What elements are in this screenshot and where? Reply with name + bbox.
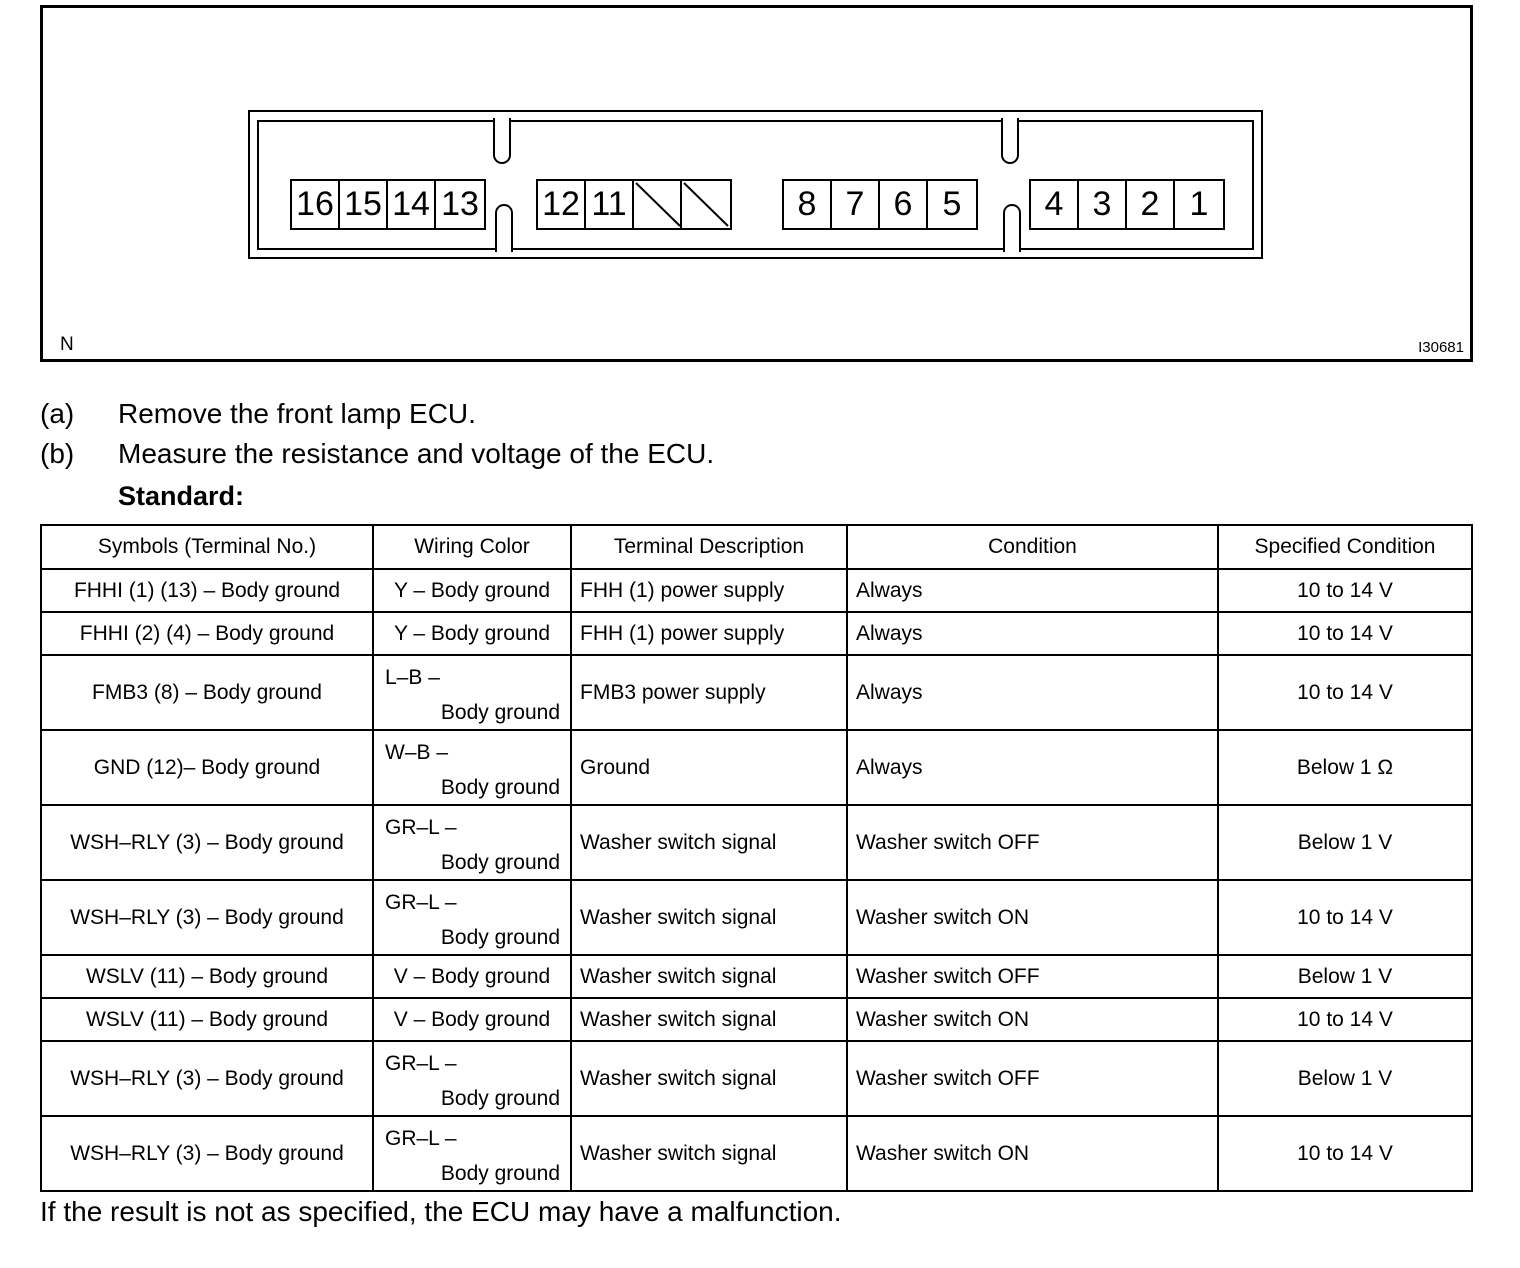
table-row xyxy=(41,998,1472,1041)
cell-wiring-color xyxy=(373,1041,571,1116)
table-row xyxy=(41,805,1472,880)
connector-pin-block xyxy=(782,179,978,230)
cell-wiring-color xyxy=(373,730,571,805)
cell-specified-condition: 10 to 14 V xyxy=(1218,612,1472,655)
table-row xyxy=(41,730,1472,805)
cell-specified-condition: Below 1 Ω xyxy=(1218,730,1472,805)
connector-pin: 3 xyxy=(1079,181,1127,228)
instruction-text: Measure the resistance and voltage of the ECU. xyxy=(118,438,715,469)
cell-condition: Washer switch OFF xyxy=(847,1041,1218,1116)
cell-specified-condition: Below 1 V xyxy=(1218,805,1472,880)
table-row xyxy=(41,1041,1472,1116)
cell-terminal-description: Washer switch signal xyxy=(571,955,847,998)
table-row xyxy=(41,1116,1472,1191)
spec-table xyxy=(40,524,1473,1192)
cell-symbol: WSH–RLY (3) – Body ground xyxy=(41,1116,373,1191)
wire-color-line: Body ground xyxy=(440,851,560,874)
cell-wiring-color: V – Body ground xyxy=(373,955,571,998)
cell-specified-condition: 10 to 14 V xyxy=(1218,655,1472,730)
cell-symbol: WSLV (11) – Body ground xyxy=(41,998,373,1041)
cell-terminal-description: Washer switch signal xyxy=(571,880,847,955)
wire-color-line: GR–L – xyxy=(385,1052,457,1075)
connector-pin: 1 xyxy=(1189,185,1209,223)
wire-color-line: Body ground xyxy=(440,1162,560,1185)
table-row xyxy=(41,880,1472,955)
figure-corner-label: N xyxy=(60,334,74,355)
wire-color-line: L–B – xyxy=(385,666,440,689)
wire-color-line: Body ground xyxy=(440,776,560,799)
cell-condition: Always xyxy=(847,730,1218,805)
cell-terminal-description: FHH (1) power supply xyxy=(571,612,847,655)
cell-specified-condition: Below 1 V xyxy=(1218,955,1472,998)
header-symbols: Symbols (Terminal No.) xyxy=(41,525,373,569)
connector-pin-empty xyxy=(634,181,682,228)
cell-terminal-description: Ground xyxy=(571,730,847,805)
cell-condition: Washer switch ON xyxy=(847,1116,1218,1191)
cell-terminal-description: FHH (1) power supply xyxy=(571,569,847,612)
connector-pin: 16 xyxy=(292,181,340,228)
cell-symbol: WSH–RLY (3) – Body ground xyxy=(41,880,373,955)
cell-specified-condition: 10 to 14 V xyxy=(1218,998,1472,1041)
cell-symbol: FHHI (2) (4) – Body ground xyxy=(41,612,373,655)
cell-condition: Washer switch OFF xyxy=(847,955,1218,998)
table-row xyxy=(41,569,1472,612)
table-header-row xyxy=(41,525,1472,569)
cell-wiring-color xyxy=(373,1116,571,1191)
cell-symbol: FMB3 (8) – Body ground xyxy=(41,655,373,730)
cell-symbol: GND (12)– Body ground xyxy=(41,730,373,805)
cell-specified-condition: 10 to 14 V xyxy=(1218,1116,1472,1191)
wire-color-line: Body ground xyxy=(440,926,560,949)
table-row xyxy=(41,655,1472,730)
connector-pin-empty xyxy=(682,181,730,228)
cell-wiring-color xyxy=(373,880,571,955)
cell-symbol: WSH–RLY (3) – Body ground xyxy=(41,805,373,880)
cell-specified-condition: 10 to 14 V xyxy=(1218,880,1472,955)
table-row xyxy=(41,612,1472,655)
wire-color-line: Body ground xyxy=(440,701,560,724)
cell-condition: Washer switch ON xyxy=(847,998,1218,1041)
connector-figure xyxy=(40,5,1473,362)
wire-color-line: GR–L – xyxy=(385,816,457,839)
cell-specified-condition: 10 to 14 V xyxy=(1218,569,1472,612)
connector-pin: 13 xyxy=(441,185,479,223)
connector-pin: 12 xyxy=(538,181,586,228)
connector-key-notch xyxy=(1001,118,1019,164)
instruction-label: (a) xyxy=(40,398,75,429)
connector-pin: 14 xyxy=(388,181,436,228)
connector-pin-block xyxy=(290,179,486,230)
cell-wiring-color xyxy=(373,655,571,730)
connector-pin: 4 xyxy=(1031,181,1079,228)
wire-color-line: Body ground xyxy=(440,1087,560,1110)
header-condition: Condition xyxy=(847,525,1218,569)
figure-id: I30681 xyxy=(1418,339,1464,356)
wire-color-line: W–B – xyxy=(385,741,449,764)
header-wiring-color: Wiring Color xyxy=(373,525,571,569)
cell-condition: Always xyxy=(847,655,1218,730)
cell-terminal-description: Washer switch signal xyxy=(571,1041,847,1116)
connector-key-notch xyxy=(493,118,511,164)
standard-heading: Standard: xyxy=(118,481,245,511)
connector-pin: 5 xyxy=(942,185,962,223)
table-row xyxy=(41,955,1472,998)
cell-condition: Always xyxy=(847,612,1218,655)
cell-condition: Washer switch OFF xyxy=(847,805,1218,880)
cell-condition: Always xyxy=(847,569,1218,612)
connector-pin: 11 xyxy=(586,181,634,228)
cell-terminal-description: Washer switch signal xyxy=(571,805,847,880)
cell-condition: Washer switch ON xyxy=(847,880,1218,955)
cell-specified-condition: Below 1 V xyxy=(1218,1041,1472,1116)
cell-symbol: FHHI (1) (13) – Body ground xyxy=(41,569,373,612)
cell-wiring-color: Y – Body ground xyxy=(373,569,571,612)
cell-wiring-color: Y – Body ground xyxy=(373,612,571,655)
connector-pin: 7 xyxy=(832,181,880,228)
wire-color-line: GR–L – xyxy=(385,1127,457,1150)
wire-color-line: GR–L – xyxy=(385,891,457,914)
connector-pin: 2 xyxy=(1127,181,1175,228)
footer-note: If the result is not as specified, the ECU may have a malfunction. xyxy=(40,1196,842,1227)
connector-key-notch xyxy=(1003,204,1021,252)
instruction-label: (b) xyxy=(40,438,75,469)
connector-key-notch xyxy=(495,204,513,252)
cell-terminal-description: Washer switch signal xyxy=(571,1116,847,1191)
connector-pin: 6 xyxy=(880,181,928,228)
cell-symbol: WSLV (11) – Body ground xyxy=(41,955,373,998)
cell-wiring-color: V – Body ground xyxy=(373,998,571,1041)
connector-pin: 8 xyxy=(784,181,832,228)
cell-symbol: WSH–RLY (3) – Body ground xyxy=(41,1041,373,1116)
connector-pin-block xyxy=(536,179,732,230)
connector-pin-block xyxy=(1029,179,1225,230)
header-specified-condition: Specified Condition xyxy=(1218,525,1472,569)
instruction-text: Remove the front lamp ECU. xyxy=(118,398,476,429)
connector-pin: 15 xyxy=(340,181,388,228)
header-terminal-description: Terminal Description xyxy=(571,525,847,569)
cell-wiring-color xyxy=(373,805,571,880)
cell-terminal-description: FMB3 power supply xyxy=(571,655,847,730)
cell-terminal-description: Washer switch signal xyxy=(571,998,847,1041)
